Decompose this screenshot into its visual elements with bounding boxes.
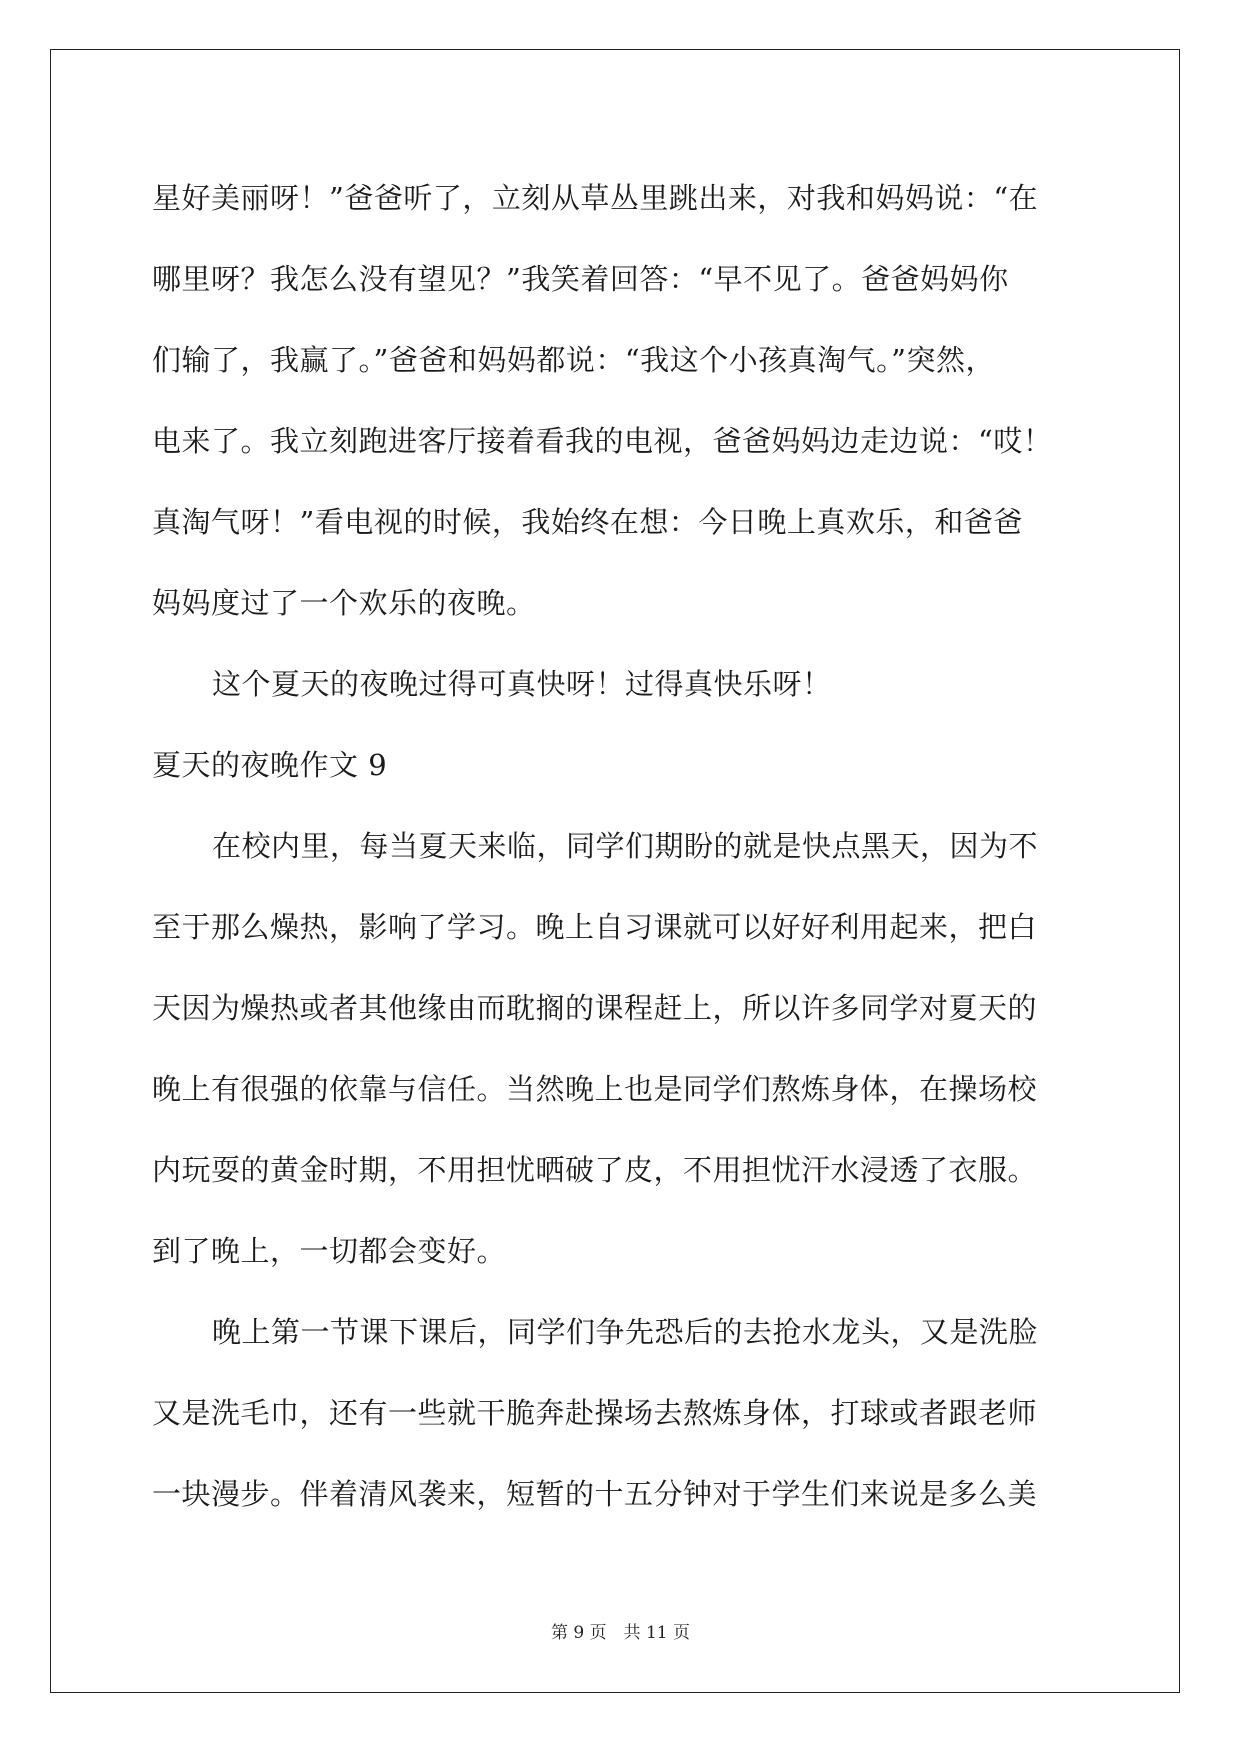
page-footer: 第 9 页 共 11 页 <box>550 1623 691 1643</box>
text-line: 到了晚上，一切都会变好。 <box>152 1234 507 1268</box>
text-line: 哪里呀？我怎么没有望见？”我笑着回答：“早不见了。爸爸妈妈你 <box>152 262 1009 296</box>
text-line: 电来了。我立刻跑进客厅接着看我的电视，爸爸妈妈边走边说：“哎！ <box>152 424 1053 458</box>
text-line: 晚上有很强的依靠与信任。当然晚上也是同学们熬炼身体，在操场校 <box>152 1072 1038 1106</box>
text-line: 妈妈度过了一个欢乐的夜晚。 <box>152 586 536 620</box>
paragraph-line: 在校内里，每当夏天来临，同学们期盼的就是快点黑天，因为不 <box>212 829 1039 863</box>
text-line: 天因为燥热或者其他缘由而耽搁的课程赶上，所以许多同学对夏天的 <box>152 991 1038 1025</box>
text-line: 真淘气呀！”看电视的时候，我始终在想：今日晚上真欢乐，和爸爸 <box>152 505 1023 539</box>
text-line: 又是洗毛巾，还有一些就干脆奔赴操场去熬炼身体，打球或者跟老师 <box>152 1396 1038 1430</box>
text-line: 一块漫步。伴着清风袭来，短暂的十五分钟对于学生们来说是多么美 <box>152 1477 1038 1511</box>
text-line: 至于那么燥热，影响了学习。晚上自习课就可以好好利用起来，把白 <box>152 910 1038 944</box>
paragraph-line: 这个夏天的夜晚过得可真快呀！过得真快乐呀！ <box>212 667 832 701</box>
document-body <box>152 158 1087 1535</box>
text-line: 们输了，我赢了。”爸爸和妈妈都说：“我这个小孩真淘气。”突然， <box>152 343 995 377</box>
text-line: 星好美丽呀！”爸爸听了，立刻从草丛里跳出来，对我和妈妈说：“在 <box>152 181 1039 215</box>
section-heading: 夏天的夜晚作文 9 <box>152 748 388 782</box>
text-line: 内玩耍的黄金时期，不用担忧晒破了皮，不用担忧汗水浸透了衣服。 <box>152 1153 1038 1187</box>
paragraph-line: 晚上第一节课下课后，同学们争先恐后的去抢水龙头，又是洗脸 <box>212 1315 1039 1349</box>
